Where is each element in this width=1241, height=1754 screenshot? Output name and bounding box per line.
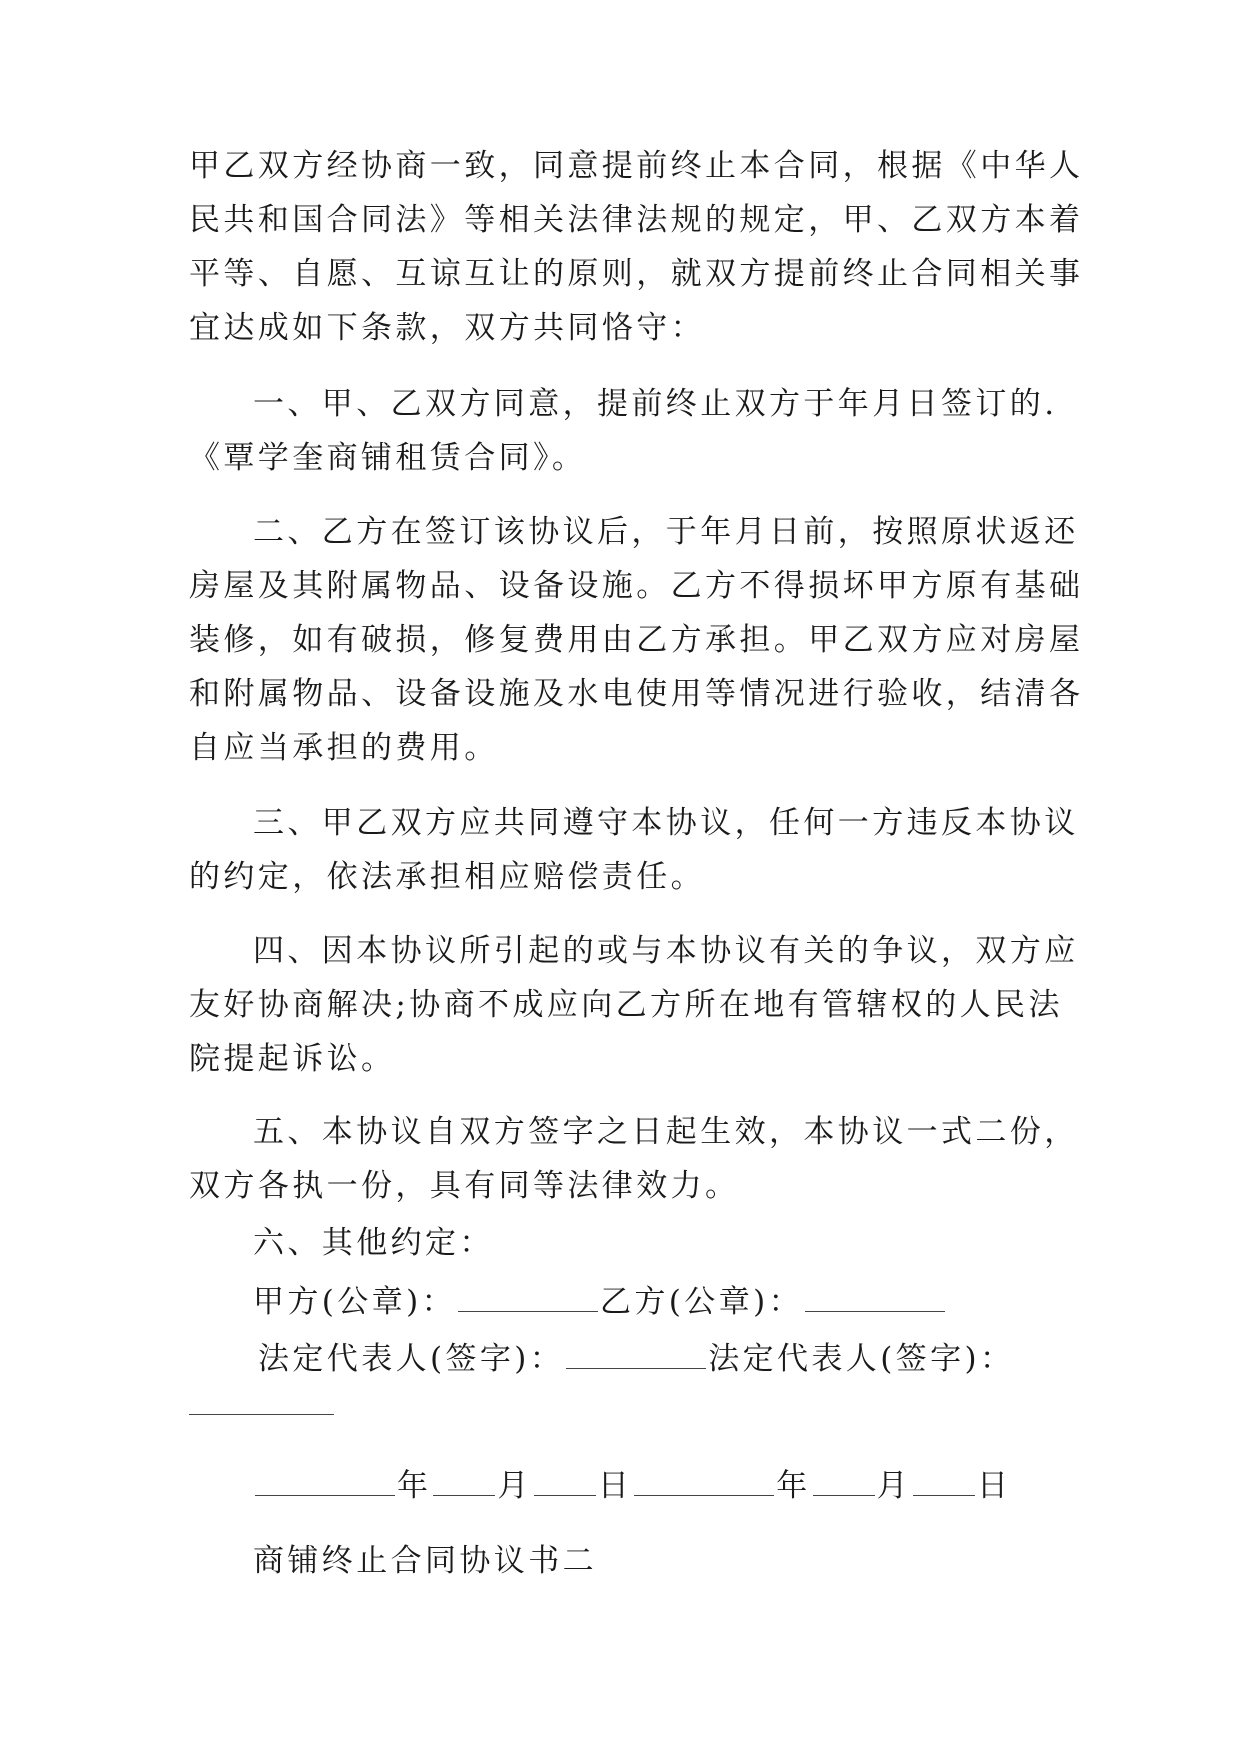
date-b-month-label: 月 [876, 1468, 912, 1504]
intro-line-3: 平等、自愿、互谅互让的原则，就双方提前终止合同相关事 [189, 256, 1084, 292]
date-a-month-blank [433, 1469, 495, 1496]
clause-4-line-2: 友好协商解决;协商不成应向乙方所在地有管辖权的人民法 [189, 987, 1063, 1023]
date-b-month-blank [813, 1469, 875, 1496]
clause-6: 六、其他约定： [253, 1225, 494, 1261]
party-a-seal-blank [458, 1285, 598, 1312]
date-a-year-label: 年 [397, 1468, 432, 1504]
clause-4-line-1: 四、因本协议所引起的或与本协议有关的争议，双方应 [253, 933, 1079, 969]
next-agreement-heading: 商铺终止合同协议书二 [253, 1543, 597, 1579]
date-a-month-label: 月 [497, 1468, 532, 1504]
clause-3-line-2: 的约定，依法承担相应赔偿责任。 [189, 859, 705, 895]
legal-rep-a-blank [566, 1342, 706, 1369]
clause-4-line-3: 院提起诉讼。 [189, 1041, 396, 1077]
clause-2-line-1: 二、乙方在签订该协议后，于年月日前，按照原状返还 [253, 514, 1079, 550]
legal-rep-b-label: 法定代表人(签字)： [708, 1341, 1015, 1377]
clause-2-line-3: 装修，如有破损，修复费用由乙方承担。甲乙双方应对房屋 [189, 622, 1084, 658]
party-b-seal-label: 乙方(公章)： [600, 1284, 803, 1320]
date-a-day-label: 日 [597, 1468, 633, 1504]
intro-line-2: 民共和国合同法》等相关法律法规的规定，甲、乙双方本着 [189, 202, 1084, 238]
clause-2-line-2: 房屋及其附属物品、设备设施。乙方不得损坏甲方原有基础 [189, 568, 1084, 604]
clause-3-line-1: 三、甲乙双方应共同遵守本协议，任何一方违反本协议 [253, 805, 1079, 841]
seal-line [253, 1282, 1133, 1322]
date-b-year-label: 年 [776, 1468, 811, 1504]
date-b-year-blank [634, 1469, 774, 1496]
legal-rep-a-label: 法定代表人(签字)： [258, 1341, 565, 1377]
clause-1-line-1: 一、甲、乙双方同意，提前终止双方于年月日签订的. [253, 386, 1058, 422]
party-b-seal-blank [805, 1285, 945, 1312]
intro-line-1: 甲乙双方经协商一致，同意提前终止本合同，根据《中华人 [189, 148, 1084, 184]
date-b-day-blank [913, 1469, 975, 1496]
clause-5-line-2: 双方各执一份，具有同等法律效力。 [189, 1168, 740, 1204]
clause-2-line-4: 和附属物品、设备设施及水电使用等情况进行验收，结清各 [189, 676, 1084, 712]
date-a-year-blank [255, 1469, 395, 1496]
date-b-day-label: 日 [977, 1468, 1012, 1504]
clause-1-line-2: 《覃学奎商铺租赁合同》。 [189, 440, 587, 476]
clause-2-line-5: 自应当承担的费用。 [189, 730, 499, 766]
intro-line-4: 宜达成如下条款，双方共同恪守： [189, 310, 705, 346]
party-a-seal-label: 甲方(公章)： [253, 1284, 456, 1320]
date-line [253, 1466, 1133, 1506]
clause-5-line-1: 五、本协议自双方签字之日起生效，本协议一式二份， [253, 1114, 1079, 1150]
legal-rep-b-blank [189, 1414, 334, 1415]
legal-rep-line [258, 1339, 1138, 1379]
date-a-day-blank [534, 1469, 596, 1496]
